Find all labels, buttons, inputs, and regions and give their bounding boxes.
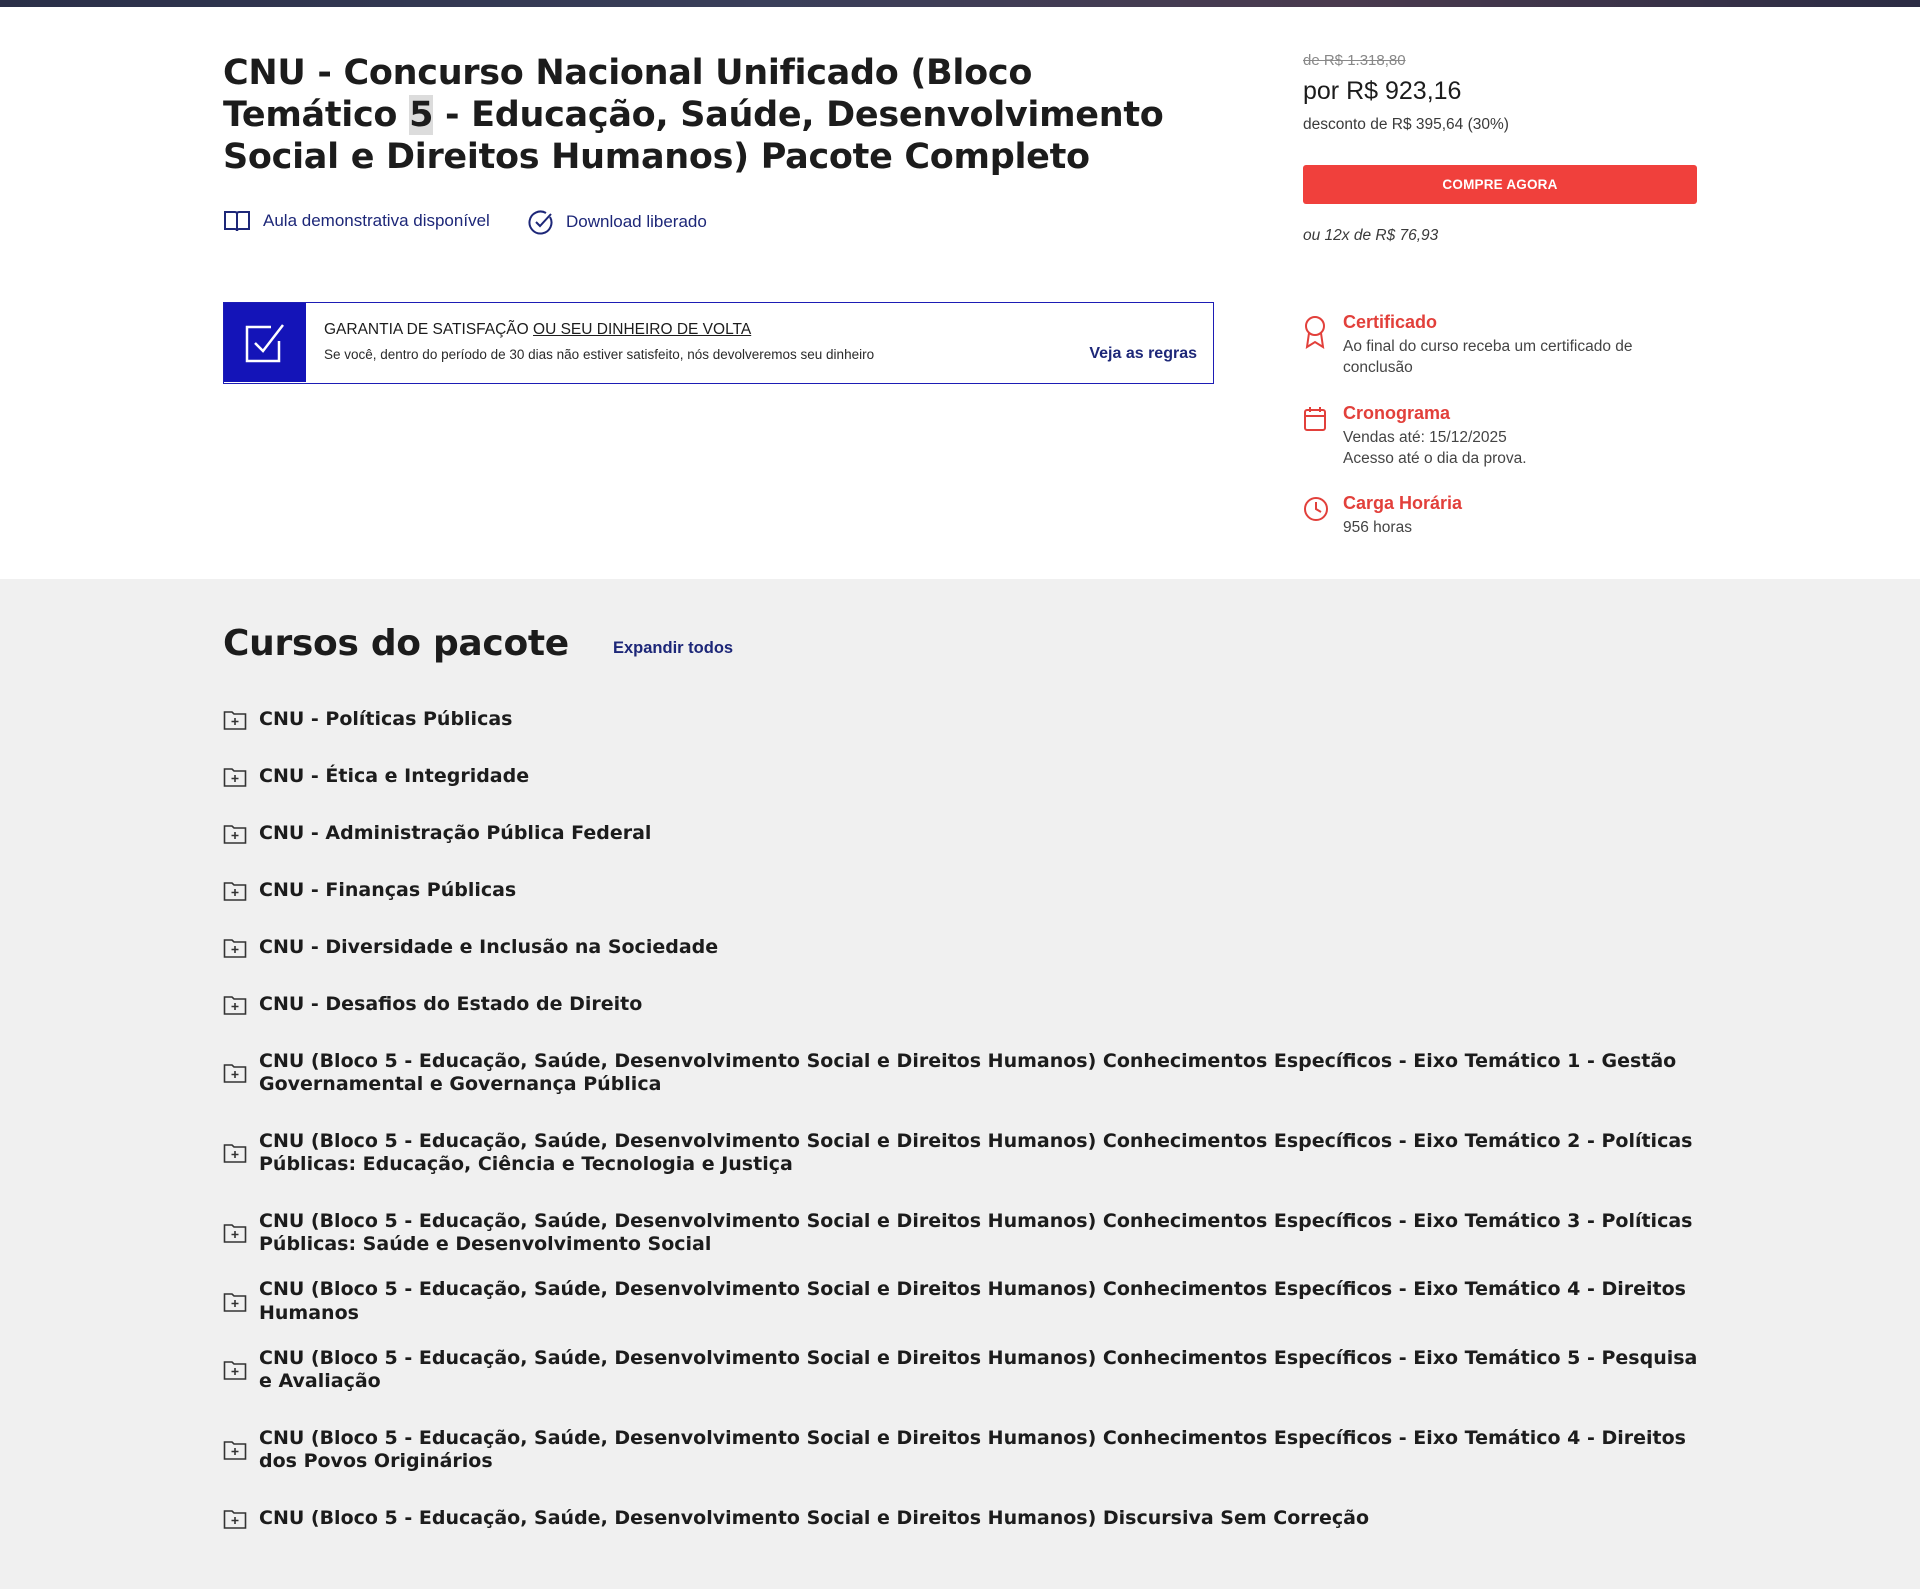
guarantee-title-plain: GARANTIA DE SATISFAÇÃO <box>324 321 534 338</box>
folder-plus-icon <box>223 1359 248 1381</box>
courses-heading: Cursos do pacote <box>223 623 569 664</box>
title-text-end: - Educação, Saúde, Desenvolvimento Social e Direitos Humanos) Pacote Completo <box>223 95 1164 177</box>
folder-plus-icon <box>223 1062 248 1084</box>
course-title: CNU (Bloco 5 - Educação, Saúde, Desenvolvimento Social e Direitos Humanos) Discursiva Sem Correção <box>259 1506 1370 1529</box>
folder-plus-icon <box>223 937 248 959</box>
course-item[interactable] <box>223 1273 1703 1330</box>
course-item[interactable] <box>223 1033 1703 1113</box>
download-released-link[interactable] <box>528 209 707 235</box>
workload-info <box>1303 493 1683 538</box>
course-title: CNU - Diversidade e Inclusão na Sociedade <box>259 935 719 958</box>
course-item[interactable] <box>223 748 1703 805</box>
workload-hours: 956 horas <box>1343 519 1412 536</box>
course-item[interactable] <box>223 1330 1703 1410</box>
course-item[interactable] <box>223 1410 1703 1490</box>
certificate-title: Certificado <box>1343 312 1438 332</box>
course-item[interactable] <box>223 919 1703 976</box>
folder-plus-icon <box>223 1291 248 1313</box>
folder-plus-icon <box>223 709 248 731</box>
course-item[interactable] <box>223 1490 1703 1547</box>
course-item[interactable] <box>223 691 1703 748</box>
course-title: CNU (Bloco 5 - Educação, Saúde, Desenvolvimento Social e Direitos Humanos) Conhecimentos Específicos - Eixo Temático 4 - Direitos Humanos <box>259 1278 1686 1324</box>
course-title: CNU - Administração Pública Federal <box>259 821 652 844</box>
folder-plus-icon <box>223 823 248 845</box>
certificate-info <box>1303 312 1683 378</box>
course-title: CNU - Finanças Públicas <box>259 878 517 901</box>
top-banner-strip <box>0 0 1920 7</box>
course-title: CNU (Bloco 5 - Educação, Saúde, Desenvolvimento Social e Direitos Humanos) Conhecimentos Específicos - Eixo Temático 5 - Pesquisa e Avaliação <box>259 1346 1698 1392</box>
page-title <box>223 52 1203 178</box>
schedule-title: Cronograma <box>1343 403 1451 423</box>
demo-lesson-label: Aula demonstrativa disponível <box>263 211 490 230</box>
schedule-access-until: Acesso até o dia da prova. <box>1343 450 1527 467</box>
folder-plus-icon <box>223 766 248 788</box>
course-item[interactable] <box>223 805 1703 862</box>
folder-plus-icon <box>223 880 248 902</box>
guarantee-title <box>324 321 1213 339</box>
open-book-icon <box>223 209 251 233</box>
check-circle-icon <box>528 209 554 235</box>
calendar-icon <box>1303 403 1343 469</box>
folder-plus-icon <box>223 1508 248 1530</box>
installments-text: ou 12x de R$ 76,93 <box>1303 227 1439 244</box>
current-price: por R$ 923,16 <box>1303 77 1462 105</box>
course-title: CNU (Bloco 5 - Educação, Saúde, Desenvolvimento Social e Direitos Humanos) Conhecimentos Específicos - Eixo Temático 2 - Políticas Públicas: Educação, Ciência e Tecnologia e Justiça <box>259 1129 1693 1175</box>
satisfaction-guarantee-banner <box>223 302 1214 384</box>
guarantee-title-underlined: OU SEU DINHEIRO DE VOLTA <box>533 321 752 338</box>
folder-plus-icon <box>223 1222 248 1244</box>
folder-plus-icon <box>223 1142 248 1164</box>
buy-now-button[interactable]: COMPRE AGORA <box>1303 165 1697 204</box>
folder-plus-icon <box>223 994 248 1016</box>
checkbox-icon <box>224 303 306 382</box>
course-title: CNU (Bloco 5 - Educação, Saúde, Desenvolvimento Social e Direitos Humanos) Conhecimentos Específicos - Eixo Temático 1 - Gestão Governamental e Governança Pública <box>259 1049 1677 1095</box>
course-title: CNU (Bloco 5 - Educação, Saúde, Desenvolvimento Social e Direitos Humanos) Conhecimentos Específicos - Eixo Temático 3 - Políticas Públicas: Saúde e Desenvolvimento Social <box>259 1209 1693 1255</box>
clock-icon <box>1303 493 1343 538</box>
guarantee-subtitle: Se você, dentro do período de 30 dias não estiver satisfeito, nós devolveremos seu dinheiro <box>324 347 875 362</box>
course-item[interactable] <box>223 1113 1703 1193</box>
course-item[interactable] <box>223 862 1703 919</box>
title-text-start: CNU - Concurso Nacional Unificado (Bloco Temático <box>223 53 1033 135</box>
discount-text: desconto de R$ 395,64 (30%) <box>1303 116 1509 133</box>
pricing-panel <box>1303 52 1697 245</box>
expand-all-link[interactable]: Expandir todos <box>613 639 734 657</box>
course-title: CNU - Ética e Integridade <box>259 764 530 787</box>
folder-plus-icon <box>223 1439 248 1461</box>
title-highlighted-text: 5 <box>409 95 434 135</box>
award-ribbon-icon <box>1303 312 1343 378</box>
package-courses-section <box>0 579 1920 1589</box>
course-title: CNU - Desafios do Estado de Direito <box>259 992 643 1015</box>
course-item[interactable] <box>223 1193 1703 1273</box>
certificate-desc: Ao final do curso receba um certificado de conclusão <box>1343 338 1633 376</box>
schedule-info <box>1303 403 1683 469</box>
product-header <box>0 7 1920 579</box>
see-rules-link[interactable]: Veja as regras <box>1089 345 1197 362</box>
course-title: CNU - Políticas Públicas <box>259 707 513 730</box>
schedule-sales-until: Vendas até: 15/12/2025 <box>1343 429 1507 446</box>
demo-lesson-link[interactable] <box>223 209 490 233</box>
old-price: de R$ 1.318,80 <box>1303 52 1406 69</box>
course-list <box>223 691 1703 1547</box>
workload-title: Carga Horária <box>1343 493 1463 513</box>
course-item[interactable] <box>223 976 1703 1033</box>
download-released-label: Download liberado <box>566 212 707 231</box>
course-title: CNU (Bloco 5 - Educação, Saúde, Desenvolvimento Social e Direitos Humanos) Conhecimentos Específicos - Eixo Temático 4 - Direitos dos Povos Originários <box>259 1426 1686 1472</box>
